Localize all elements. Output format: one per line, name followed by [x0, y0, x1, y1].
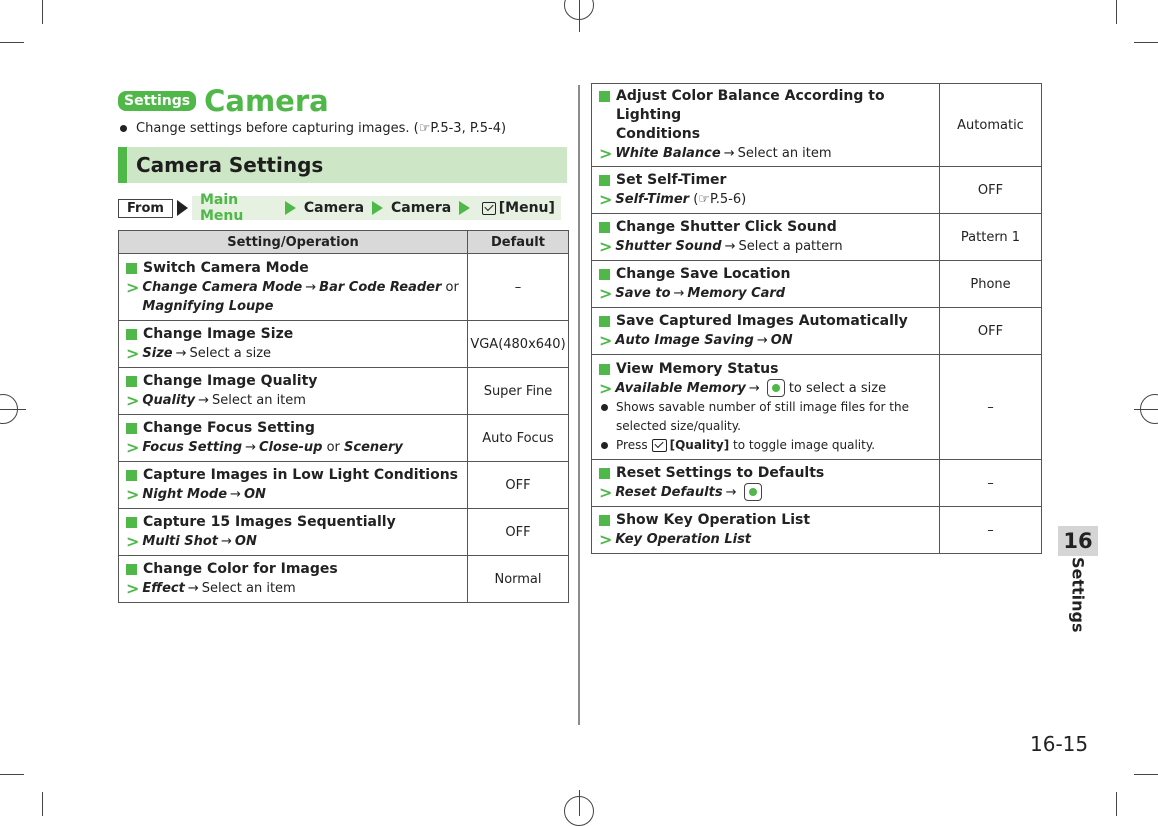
path-item: Size — [142, 346, 173, 361]
mail-key-icon — [482, 202, 496, 215]
default-value: OFF — [940, 167, 1042, 214]
path-item: ON — [770, 333, 793, 348]
note-key-label: [Quality] — [669, 437, 730, 452]
row-title: Change Shutter Click Sound — [616, 219, 837, 235]
path-step-camera: Camera — [303, 200, 365, 216]
center-key-icon — [767, 379, 785, 397]
note-text: to toggle image quality. — [733, 437, 876, 452]
bullet-square-icon — [599, 269, 610, 280]
bullet-icon — [120, 125, 127, 132]
table-row — [592, 460, 1042, 507]
path-text: ( — [693, 192, 699, 207]
registration-mark — [0, 409, 26, 410]
table-row — [119, 556, 569, 603]
arrow-icon: → — [230, 487, 241, 502]
arrow-right-icon — [459, 201, 470, 215]
row-title: Save Captured Images Automatically — [616, 313, 908, 329]
table-row — [119, 254, 569, 321]
path-text: Select an item — [737, 146, 832, 161]
arrow-icon: → — [673, 286, 685, 301]
chevron-right-icon: > — [126, 485, 140, 504]
chapter-number: 16 — [1058, 526, 1098, 556]
row-title: Adjust Color Balance According to Lighting — [616, 88, 885, 123]
chevron-right-icon: > — [126, 532, 140, 551]
crop-mark — [1116, 0, 1117, 24]
bullet-square-icon — [126, 423, 137, 434]
path-item: Multi Shot — [142, 534, 219, 549]
path-item: Magnifying Loupe — [142, 298, 274, 314]
column-header-default: Default — [468, 231, 569, 254]
menu-path — [118, 192, 561, 224]
path-step-camera-2: Camera — [391, 200, 452, 216]
path-text: P.5-6) — [709, 192, 747, 207]
chevron-right-icon: > — [599, 331, 613, 350]
path-item: Close-up — [258, 440, 323, 455]
path-item: Key Operation List — [615, 532, 752, 547]
row-title: Reset Settings to Defaults — [616, 465, 825, 481]
page-header — [118, 84, 329, 118]
chevron-right-icon: > — [599, 530, 613, 549]
table-row — [119, 415, 569, 462]
path-bar — [192, 192, 561, 224]
path-item: Bar Code Reader — [319, 279, 442, 295]
intro-note — [120, 121, 506, 136]
arrow-icon: → — [748, 380, 760, 396]
bullet-square-icon — [126, 564, 137, 575]
chevron-right-icon: > — [599, 378, 613, 398]
crop-mark — [1134, 42, 1158, 43]
arrow-icon: → — [198, 393, 209, 408]
mail-key-icon — [652, 439, 667, 452]
page-title: Camera — [204, 84, 329, 118]
table-row — [119, 462, 569, 509]
settings-table-left — [118, 230, 569, 603]
center-key-icon — [744, 483, 762, 501]
registration-mark — [579, 0, 580, 32]
row-title: Change Image Quality — [143, 373, 318, 389]
hand-pointer-icon: ☞ — [418, 121, 431, 136]
crop-mark — [42, 792, 43, 816]
intro-text: Change settings before capturing images. ( — [136, 121, 419, 136]
chevron-right-icon: > — [599, 190, 613, 209]
settings-tag: Settings — [118, 91, 196, 111]
row-title: View Memory Status — [616, 360, 779, 377]
table-row — [592, 84, 1042, 167]
crop-mark — [0, 774, 24, 775]
bullet-square-icon — [599, 222, 610, 233]
bullet-icon — [601, 404, 608, 411]
path-item: Memory Card — [687, 286, 786, 301]
chevron-right-icon: > — [599, 483, 613, 502]
path-item: Reset Defaults — [615, 485, 723, 500]
table-row — [119, 321, 569, 368]
row-title: Switch Camera Mode — [143, 259, 309, 276]
table-row — [119, 368, 569, 415]
intro-ref: P.5-3, P.5-4) — [430, 121, 507, 136]
hand-pointer-icon: ☞ — [698, 192, 710, 207]
bullet-square-icon — [599, 316, 610, 327]
row-title: Change Save Location — [616, 266, 791, 282]
chevron-right-icon: > — [126, 579, 140, 598]
note-text: Press — [616, 437, 648, 452]
note-text: Shows savable number of still image files for the — [616, 399, 909, 414]
table-row — [592, 261, 1042, 308]
arrow-right-icon — [372, 201, 383, 215]
path-item: ON — [243, 487, 266, 502]
default-value: OFF — [468, 509, 569, 556]
default-value: Normal — [468, 556, 569, 603]
bullet-square-icon — [599, 175, 610, 186]
arrow-icon: → — [305, 279, 317, 295]
row-title: Change Color for Images — [143, 561, 338, 577]
settings-table-right — [591, 83, 1042, 554]
bullet-square-icon — [126, 517, 137, 528]
bullet-icon — [601, 442, 608, 449]
row-title: Capture Images in Low Light Conditions — [143, 467, 458, 483]
default-value: Super Fine — [468, 368, 569, 415]
table-row — [592, 507, 1042, 554]
path-item: Self-Timer — [615, 192, 690, 207]
bullet-square-icon — [599, 364, 610, 375]
path-item: Shutter Sound — [615, 239, 722, 254]
row-title: Change Image Size — [143, 326, 294, 342]
path-text: Select an item — [212, 393, 306, 408]
crop-mark — [42, 0, 43, 24]
chevron-right-icon: > — [126, 344, 140, 363]
path-item: Effect — [142, 581, 185, 596]
default-value: Pattern 1 — [940, 214, 1042, 261]
table-row — [592, 308, 1042, 355]
path-item: Save to — [615, 286, 671, 301]
path-text: Select a pattern — [738, 239, 843, 254]
row-title: Show Key Operation List — [616, 512, 811, 528]
column-divider — [578, 85, 580, 725]
column-header-operation: Setting/Operation — [119, 231, 468, 254]
default-value: OFF — [940, 308, 1042, 355]
arrow-icon: → — [221, 534, 232, 549]
bullet-square-icon — [599, 515, 610, 526]
chevron-right-icon: > — [126, 277, 140, 297]
path-text: Select an item — [201, 581, 296, 596]
bullet-square-icon — [126, 376, 137, 387]
path-item: White Balance — [615, 146, 721, 161]
row-title-cont: Conditions — [616, 126, 701, 142]
row-title: Change Focus Setting — [143, 420, 315, 436]
table-row — [592, 214, 1042, 261]
default-value: – — [940, 355, 1042, 460]
bullet-square-icon — [599, 468, 610, 479]
path-text: or — [445, 279, 459, 295]
default-value: OFF — [468, 462, 569, 509]
default-value: Automatic — [940, 84, 1042, 167]
path-item: Auto Image Saving — [615, 333, 754, 348]
bullet-square-icon — [599, 91, 610, 102]
path-item: Scenery — [344, 440, 403, 455]
arrow-icon: → — [245, 440, 256, 455]
path-step-main-menu: Main Menu — [199, 192, 244, 224]
arrow-right-icon — [285, 201, 296, 215]
default-value: VGA(480x640) — [468, 321, 569, 368]
chevron-right-icon: > — [126, 438, 140, 457]
default-value: – — [940, 507, 1042, 554]
row-title: Set Self-Timer — [616, 172, 727, 188]
from-label: From — [118, 199, 173, 218]
crop-mark — [1116, 792, 1117, 816]
arrow-right-icon — [177, 200, 188, 216]
bullet-square-icon — [126, 470, 137, 481]
chapter-label: Settings — [1068, 557, 1088, 633]
default-value: – — [468, 254, 569, 321]
path-step-menu: [Menu] — [498, 200, 555, 216]
path-item: Available Memory — [615, 380, 746, 396]
default-value: – — [940, 460, 1042, 507]
row-title: Capture 15 Images Sequentially — [143, 514, 396, 530]
path-item: ON — [234, 534, 257, 549]
bullet-square-icon — [126, 263, 137, 274]
section-title: Camera Settings — [118, 147, 567, 183]
table-row — [592, 355, 1042, 460]
arrow-icon: → — [725, 485, 737, 500]
page-number: 16-15 — [1030, 732, 1089, 756]
chevron-right-icon: > — [599, 237, 613, 256]
path-item: Night Mode — [142, 487, 228, 502]
path-item: Change Camera Mode — [142, 279, 303, 295]
note-text: selected size/quality. — [616, 418, 741, 433]
path-item: Quality — [142, 393, 196, 408]
chevron-right-icon: > — [126, 391, 140, 410]
default-value: Auto Focus — [468, 415, 569, 462]
registration-mark — [1134, 409, 1158, 410]
default-value: Phone — [940, 261, 1042, 308]
chevron-right-icon: > — [599, 284, 613, 303]
chevron-right-icon: > — [599, 144, 613, 163]
table-row — [592, 167, 1042, 214]
path-text: Select a size — [189, 346, 272, 361]
path-text: to select a size — [788, 380, 887, 396]
crop-mark — [0, 42, 24, 43]
path-text: or — [326, 440, 340, 455]
registration-mark — [579, 790, 580, 816]
crop-mark — [1134, 774, 1158, 775]
path-item: Focus Setting — [142, 440, 243, 455]
arrow-icon: → — [723, 146, 735, 161]
arrow-icon: → — [187, 581, 199, 596]
arrow-icon: → — [724, 239, 736, 254]
arrow-icon: → — [175, 346, 187, 361]
arrow-icon: → — [756, 333, 768, 348]
table-row — [119, 509, 569, 556]
bullet-square-icon — [126, 329, 137, 340]
